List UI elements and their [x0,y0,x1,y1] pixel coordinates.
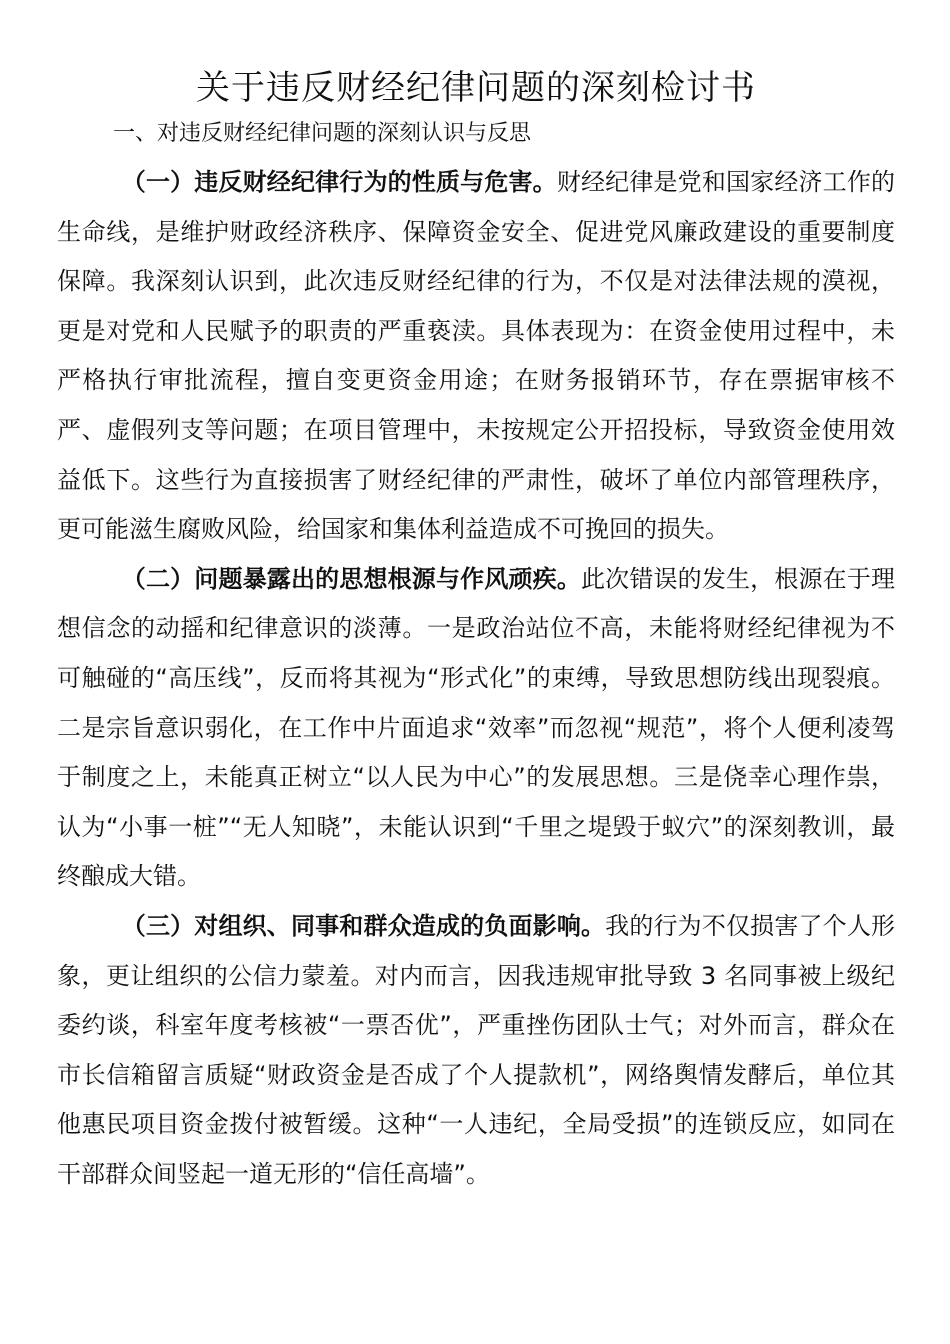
paragraph-3 [57,902,895,1200]
paragraph-3-lead: （三）对组织、同事和群众造成的负面影响。 [121,911,606,940]
paragraph-2-body: 此次错误的发生，根源在于理想信念的动摇和纪律意识的淡薄。一是政治站位不高，未能将财经纪律视为不可触碰的“高压线”，反而将其视为“形式化”的束缚，导致思想防线出现裂痕。二是宗旨意识弱化，在工作中片面追求“效率”而忽视“规范”，将个人便利凌驾于制度之上，未能真正树立“以人民为中心”的发展思想。三是侥幸心理作祟，认为“小事一桩”“无人知晓”，未能认识到“千里之堤毁于蚁穴”的深刻教训，最终酿成大错。 [57,564,895,891]
document-page [57,66,895,1199]
document-title: 关于违反财经纪律问题的深刻检讨书 [196,68,756,108]
paragraph-2-lead: （二）问题暴露出的思想根源与作风顽疾。 [121,564,581,593]
paragraph-2 [57,555,895,902]
paragraph-1 [57,158,895,555]
section-heading: 一、对违反财经纪律问题的深刻认识与反思 [113,121,532,146]
paragraph-1-body: 财经纪律是党和国家经济工作的生命线，是维护财政经济秩序、保障资金安全、促进党风廉政建设的重要制度保障。我深刻认识到，此次违反财经纪律的行为，不仅是对法律法规的漠视，更是对党和人民赋予的职责的严重亵渎。具体表现为：在资金使用过程中，未严格执行审批流程，擅自变更资金用途；在财务报销环节，存在票据审核不严、虚假列支等问题；在项目管理中，未按规定公开招投标，导致资金使用效益低下。这些行为直接损害了财经纪律的严肃性，破坏了单位内部管理秩序，更可能滋生腐败风险，给国家和集体利益造成不可挽回的损失。 [57,168,896,544]
paragraph-1-lead: （一）违反财经纪律行为的性质与危害。 [121,168,557,196]
paragraph-3-body: 我的行为不仅损害了个人形象，更让组织的公信力蒙羞。对内而言，因我违规审批导致 3 名同事被上级纪委约谈，科室年度考核被“一票否优”，严重挫伤团队士气；对外而言，群众在市长信箱留言质疑“财政资金是否成了个人提款机”，网络舆情发酵后，单位其他惠民项目资金拨付被暂缓。这种“一人违纪，全局受损”的连锁反应，如同在干部群众间竖起一道无形的“信任高墙”。 [57,911,896,1188]
